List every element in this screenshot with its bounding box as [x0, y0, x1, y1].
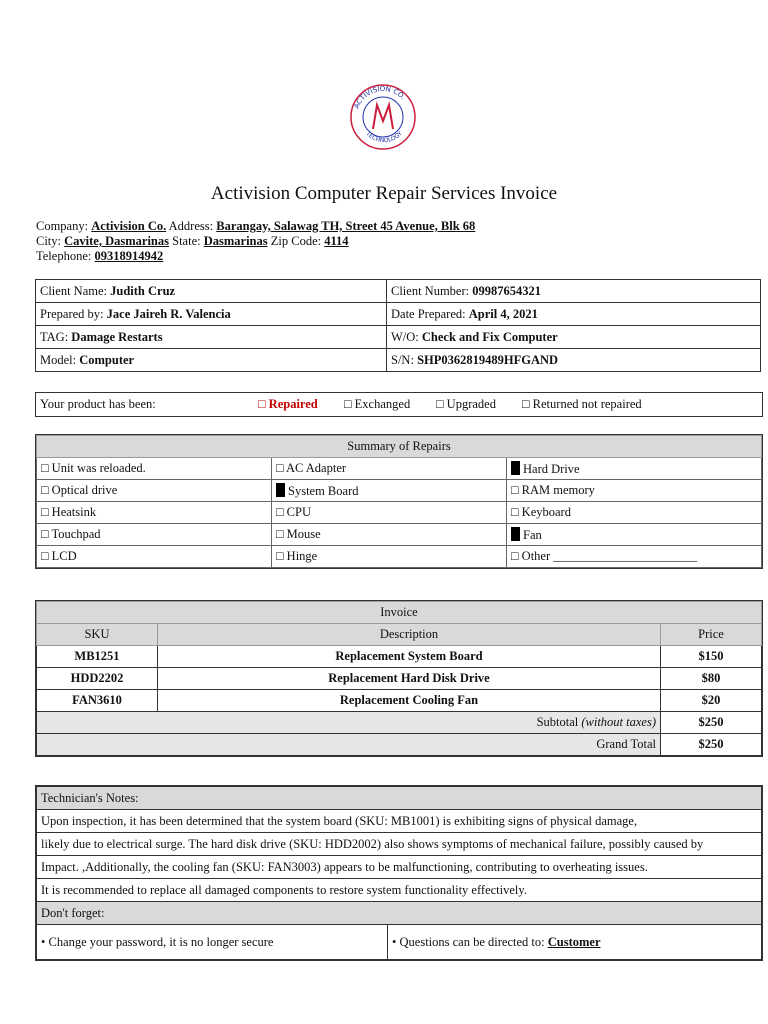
- status-label: Your product has been:: [40, 397, 156, 411]
- subtotal-text: Subtotal: [536, 715, 579, 729]
- invoice-title: Invoice: [37, 602, 762, 624]
- table-row: [37, 668, 762, 690]
- sn-value: SHP0362819489HFGAND: [417, 352, 559, 367]
- zip-label: Zip Code:: [270, 234, 322, 248]
- price-cell: $80: [661, 668, 762, 690]
- repair-item-checked: [272, 480, 507, 502]
- client-number-label: Client Number:: [391, 283, 470, 298]
- prepared-label: Prepared by:: [40, 306, 104, 321]
- client-name: Judith Cruz: [110, 283, 176, 298]
- logo-top-text: ACTIVISION CO.: [352, 84, 408, 110]
- technician-notes: [35, 785, 763, 961]
- repair-item: □ Keyboard: [507, 502, 762, 524]
- sn-label: S/N:: [391, 352, 414, 367]
- price-cell: $150: [661, 646, 762, 668]
- page-title: Activision Computer Repair Services Invoice: [210, 183, 558, 204]
- repair-item-checked: [507, 524, 762, 546]
- notes-line: likely due to electrical surge. The hard disk drive (SKU: HDD2002) also shows symptoms of mechanical failure, possibly caused by: [37, 833, 762, 856]
- col-description: Description: [158, 624, 661, 646]
- grand-total-value: $250: [661, 734, 762, 756]
- state-value: Dasmarinas: [203, 234, 268, 248]
- client-table: [35, 279, 761, 372]
- notes-title: Technician's Notes:: [37, 787, 762, 810]
- repair-item-label: Fan: [523, 527, 542, 542]
- wo-label: W/O:: [391, 329, 419, 344]
- city-label: City:: [36, 234, 62, 248]
- desc-cell: Replacement System Board: [158, 646, 661, 668]
- checked-box-icon: [511, 461, 520, 475]
- model-label: Model:: [40, 352, 77, 367]
- notes-line: It is recommended to replace all damaged components to restore system functionality effectively.: [37, 879, 762, 902]
- table-row: [37, 646, 762, 668]
- repair-item: □ CPU: [272, 502, 507, 524]
- zip-value: 4114: [324, 234, 349, 248]
- sku-cell: FAN3610: [37, 690, 158, 712]
- repair-item: □ Hinge: [272, 546, 507, 568]
- phone-value: 09318914942: [94, 249, 164, 263]
- summary-of-repairs: [35, 434, 763, 569]
- tag-label: TAG:: [40, 329, 69, 344]
- company-info: [36, 219, 475, 264]
- subtotal-note: (without taxes): [581, 715, 656, 729]
- notes-line: Upon inspection, it has been determined that the system board (SKU: MB1001) is exhibiting signs of physical damage,: [37, 810, 762, 833]
- dont-forget-title: Don't forget:: [37, 902, 762, 925]
- tip-questions-contact: Customer: [547, 934, 601, 949]
- phone-label: Telephone:: [36, 249, 92, 263]
- status-exchanged[interactable]: □ Exchanged: [344, 397, 411, 411]
- address-label: Address:: [168, 219, 214, 233]
- company-label: Company:: [36, 219, 89, 233]
- repair-item: □ Other _______________________: [507, 546, 762, 568]
- product-status-row: [35, 392, 763, 417]
- company-logo: [345, 75, 421, 157]
- table-row: [37, 690, 762, 712]
- repair-item: □ Optical drive: [37, 480, 272, 502]
- subtotal-label: [37, 712, 661, 734]
- repair-item: □ Unit was reloaded.: [37, 458, 272, 480]
- repair-item: □ Touchpad: [37, 524, 272, 546]
- repair-item-checked: [507, 458, 762, 480]
- tip-questions-label: • Questions can be directed to:: [392, 934, 545, 949]
- model-value: Computer: [79, 352, 135, 367]
- sku-cell: HDD2202: [37, 668, 158, 690]
- client-number: 09987654321: [472, 283, 541, 298]
- repair-item: □ Mouse: [272, 524, 507, 546]
- sku-cell: MB1251: [37, 646, 158, 668]
- repair-item: □ LCD: [37, 546, 272, 568]
- tip-questions: [388, 925, 762, 960]
- subtotal-value: $250: [661, 712, 762, 734]
- logo-bottom-text: TECHNOLOGY: [364, 130, 404, 145]
- status-upgraded[interactable]: □ Upgraded: [436, 397, 496, 411]
- client-name-label: Client Name:: [40, 283, 107, 298]
- repair-item: □ AC Adapter: [272, 458, 507, 480]
- status-returned[interactable]: □ Returned not repaired: [522, 397, 642, 411]
- state-label: State:: [172, 234, 201, 248]
- col-price: Price: [661, 624, 762, 646]
- checked-box-icon: [276, 483, 285, 497]
- tag-value: Damage Restarts: [71, 329, 163, 344]
- prepared-by: Jace Jaireh R. Valencia: [106, 306, 231, 321]
- repair-item: □ RAM memory: [507, 480, 762, 502]
- company-value: Activision Co.: [91, 219, 167, 233]
- desc-cell: Replacement Hard Disk Drive: [158, 668, 661, 690]
- repair-item: □ Heatsink: [37, 502, 272, 524]
- notes-line: Impact. ,Additionally, the cooling fan (SKU: FAN3003) appears to be malfunctioning, contributing to overheating issues.: [37, 856, 762, 879]
- summary-title: Summary of Repairs: [37, 436, 762, 458]
- repair-item-label: Hard Drive: [523, 461, 580, 476]
- checked-box-icon: [511, 527, 520, 541]
- price-cell: $20: [661, 690, 762, 712]
- date-prepared: April 4, 2021: [468, 306, 538, 321]
- address-value: Barangay, Salawag TH, Street 45 Avenue, Blk 68: [216, 219, 476, 233]
- tip-password: • Change your password, it is no longer secure: [37, 925, 388, 960]
- date-label: Date Prepared:: [391, 306, 466, 321]
- grand-total-label: Grand Total: [37, 734, 661, 756]
- desc-cell: Replacement Cooling Fan: [158, 690, 661, 712]
- city-value: Cavite, Dasmarinas: [64, 234, 169, 248]
- repair-item-label: System Board: [288, 483, 359, 498]
- invoice-section: [35, 600, 763, 757]
- status-repaired[interactable]: □ Repaired: [258, 397, 318, 411]
- col-sku: SKU: [37, 624, 158, 646]
- wo-value: Check and Fix Computer: [421, 329, 558, 344]
